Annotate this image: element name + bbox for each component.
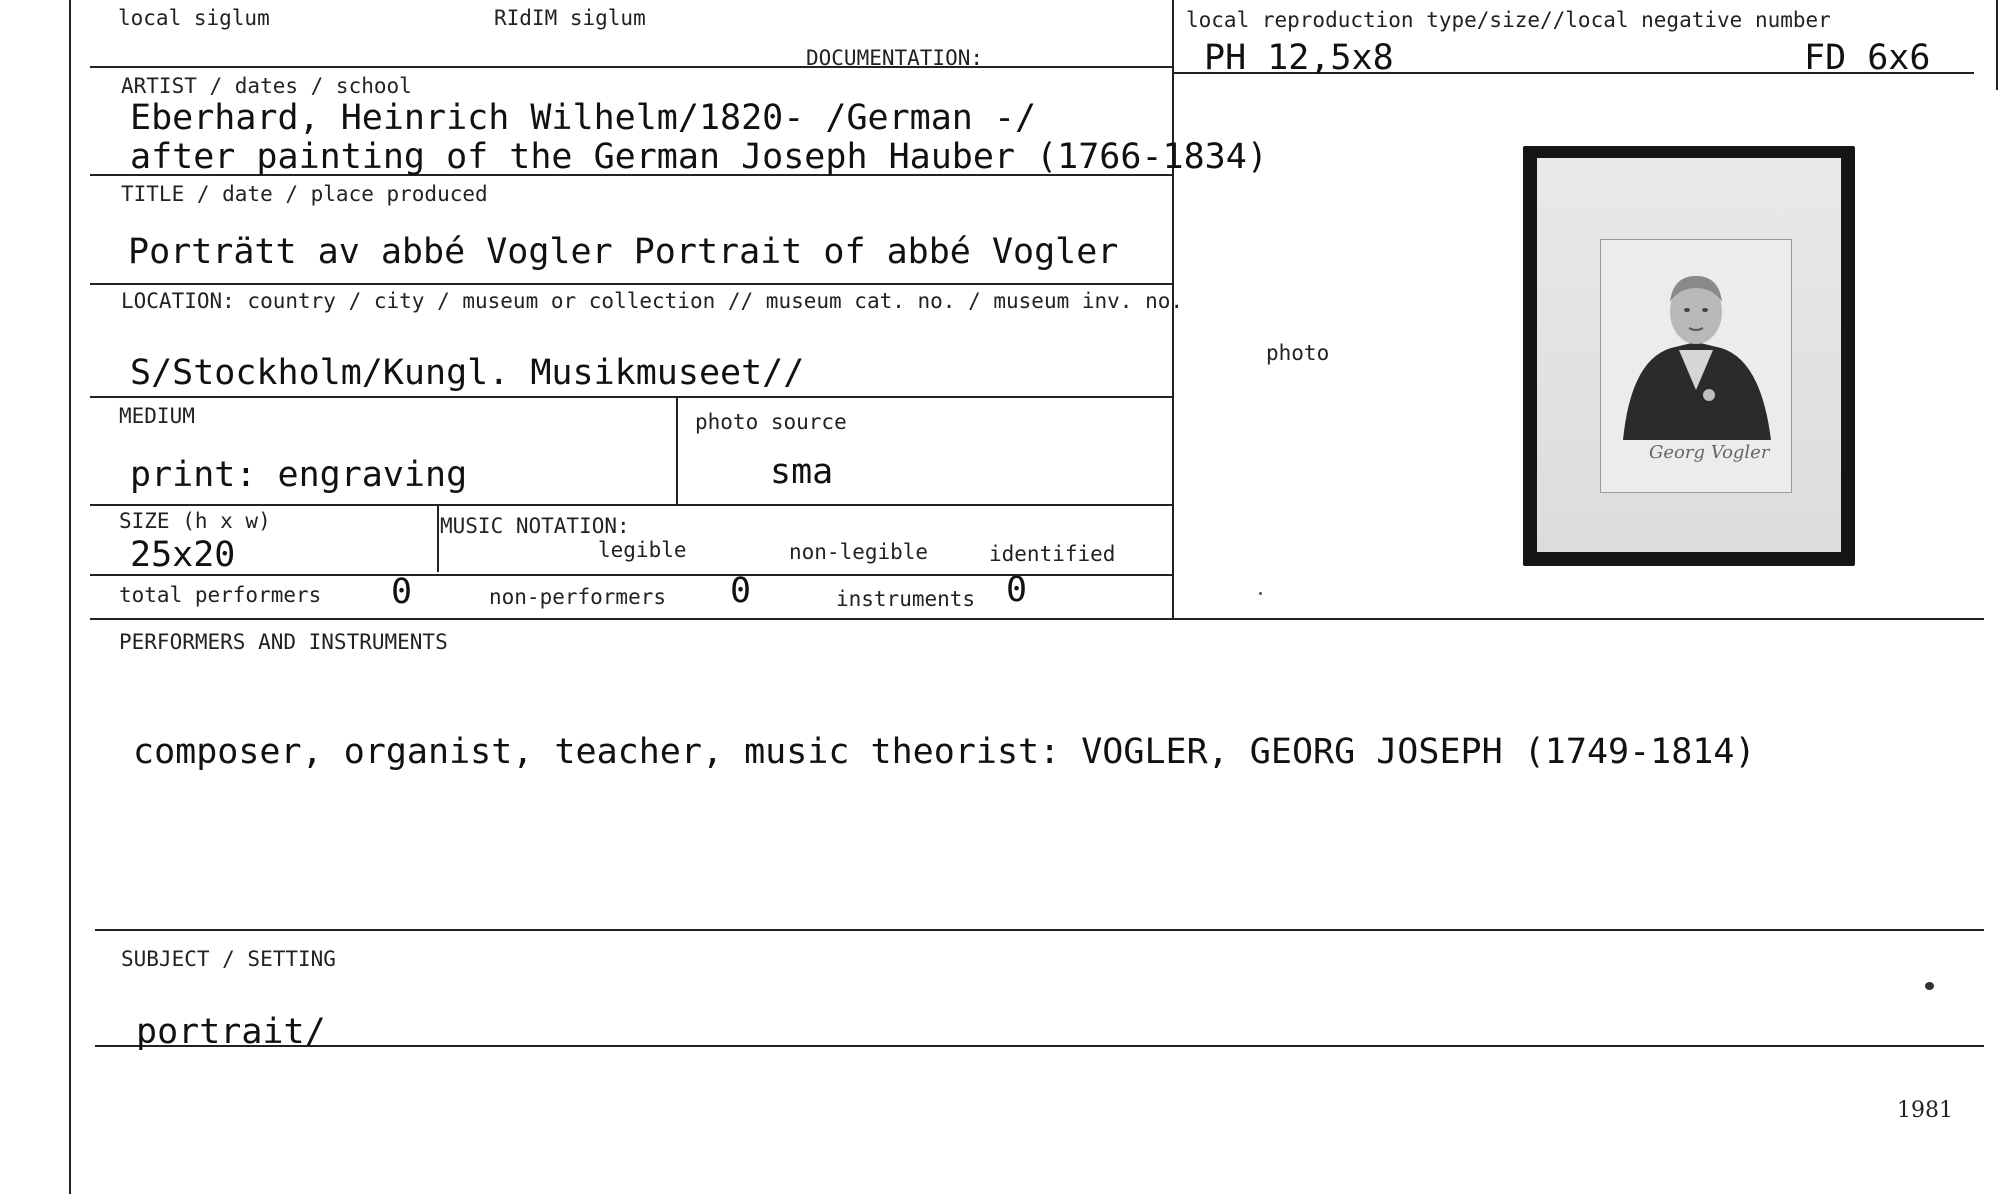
- subject-value: portrait/: [136, 1012, 326, 1052]
- instruments-value: 0: [1006, 570, 1028, 610]
- total-performers-value: 0: [391, 572, 413, 612]
- non-performers-value: 0: [730, 571, 752, 611]
- medium-divider: [676, 396, 678, 504]
- local-siglum-label: local siglum: [118, 6, 270, 30]
- music-legible-label: legible: [598, 538, 687, 562]
- non-performers-label: non-performers: [489, 585, 667, 609]
- total-performers-label: total performers: [119, 583, 322, 607]
- size-label: SIZE (h x w): [119, 509, 271, 533]
- performers-label: PERFORMERS AND INSTRUMENTS: [119, 630, 448, 654]
- reproduction-value: PH 12,5x8: [1204, 38, 1394, 78]
- medium-rule: [90, 504, 1172, 506]
- ridim-siglum-label: RIdIM siglum: [494, 6, 646, 30]
- portrait-photo: [1523, 146, 1855, 566]
- right-edge-mark: [1996, 0, 1998, 90]
- music-notation-label: MUSIC NOTATION:: [440, 514, 630, 538]
- header-rule: [90, 66, 1172, 68]
- medium-label: MEDIUM: [119, 404, 195, 428]
- photo-source-label: photo source: [695, 410, 847, 434]
- medium-value: print: engraving: [130, 455, 468, 495]
- photo-mat: [1537, 158, 1841, 552]
- documentation-label: DOCUMENTATION:: [806, 46, 984, 70]
- size-value: 25x20: [130, 535, 236, 575]
- negative-number-value: FD 6x6: [1804, 38, 1931, 78]
- photo-caption: Georg Vogler: [1649, 442, 1770, 463]
- counts-rule: [90, 618, 1984, 620]
- photo-speck: [1259, 592, 1262, 595]
- music-identified-label: identified: [989, 542, 1116, 566]
- instruments-label: instruments: [836, 587, 976, 611]
- size-divider: [437, 504, 439, 572]
- ink-dot: [1925, 982, 1934, 990]
- artist-source: after painting of the German Joseph Hauber (1766-1834): [130, 137, 1268, 177]
- performers-rule: [95, 929, 1984, 931]
- reproduction-label: local reproduction type/size//local negative number: [1186, 8, 1831, 32]
- music-non-legible-label: non-legible: [789, 540, 929, 564]
- title-label: TITLE / date / place produced: [121, 182, 488, 206]
- left-border: [69, 0, 71, 1194]
- subject-label: SUBJECT / SETTING: [121, 947, 336, 971]
- subject-rule: [95, 1045, 1984, 1047]
- location-rule: [90, 396, 1172, 398]
- location-label: LOCATION: country / city / museum or collection // museum cat. no. / museum inv. no.: [121, 289, 1184, 313]
- location-value: S/Stockholm/Kungl. Musikmuseet//: [130, 353, 805, 393]
- artist-label: ARTIST / dates / school: [121, 74, 412, 98]
- year-stamp: 1981: [1897, 1098, 1953, 1123]
- photo-source-value: sma: [770, 452, 834, 492]
- performers-value: composer, organist, teacher, music theorist: VOGLER, GEORG JOSEPH (1749-1814): [133, 732, 1756, 772]
- photo-label: photo: [1266, 341, 1330, 365]
- title-value: Porträtt av abbé Vogler Portrait of abbé Vogler: [128, 232, 1119, 272]
- artist-name: Eberhard, Heinrich Wilhelm/1820- /German -/: [130, 98, 1037, 138]
- engraving-print: [1600, 239, 1792, 493]
- title-rule: [90, 283, 1172, 285]
